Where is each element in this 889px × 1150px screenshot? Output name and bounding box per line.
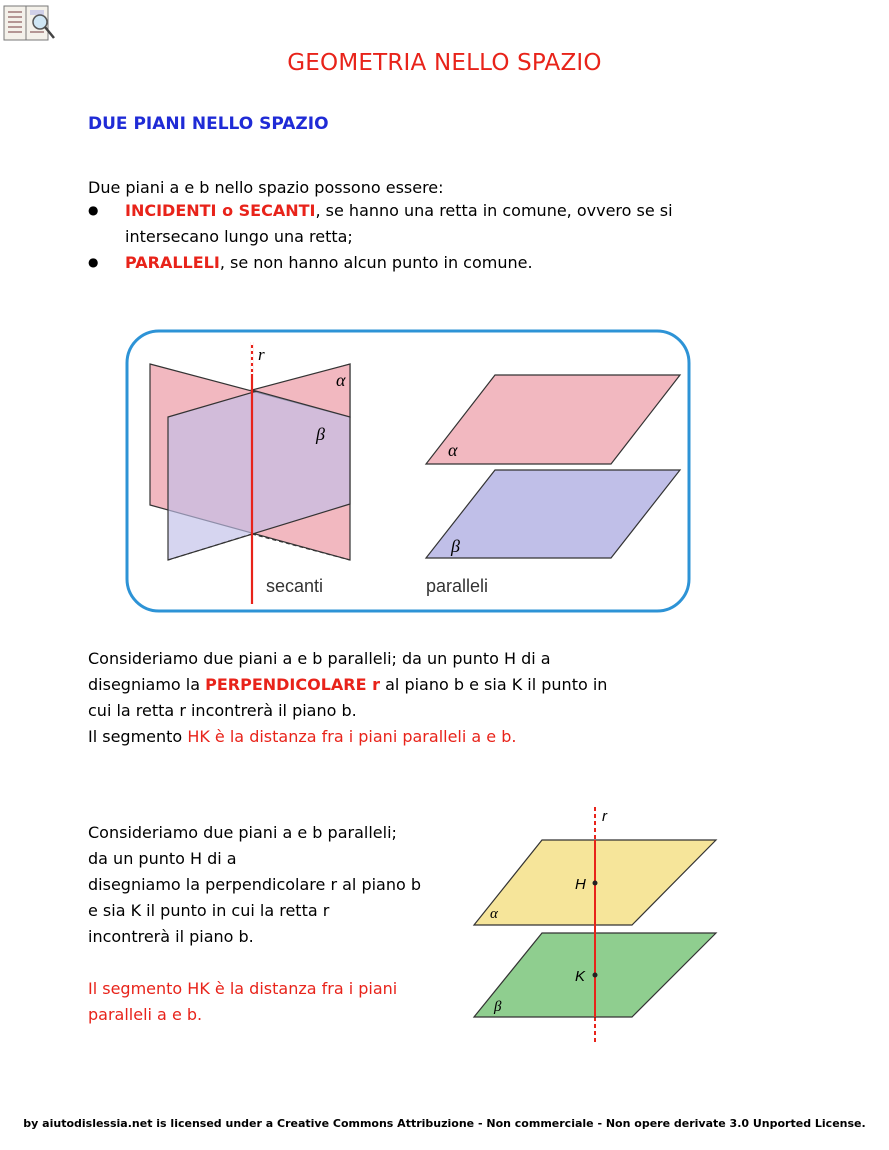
point-h xyxy=(593,881,598,886)
bullet-dot-icon: ● xyxy=(88,203,99,217)
caption-secanti: secanti xyxy=(266,576,324,596)
caption-paralleli: paralleli xyxy=(426,576,489,596)
bullet-item-secanti xyxy=(125,198,765,250)
figure-secanti-paralleli xyxy=(118,322,708,624)
label-beta-parallel: β xyxy=(451,536,460,556)
bullet-text-secanti: , se hanno una retta in comune, ovvero se si intersecano lungo una retta; xyxy=(125,201,673,246)
text-line: Consideriamo due piani a e b paralleli; da un punto H di a xyxy=(88,649,551,668)
label-alpha-parallel: α xyxy=(448,440,458,460)
label-k: K xyxy=(575,968,586,985)
figure-hk-distance xyxy=(470,805,725,1050)
text-line: da un punto H di a xyxy=(88,849,237,868)
intro-text: Due piani a e b nello spazio possono essere: xyxy=(88,178,444,197)
text-line: disegniamo la perpendicolare r al piano b xyxy=(88,875,422,894)
text-line: e sia K il punto in cui la retta r xyxy=(88,901,330,920)
text-line: Consideriamo due piani a e b paralleli; xyxy=(88,823,397,842)
text-line: Il segmento HK è la distanza fra i piani paralleli a e b. xyxy=(88,727,517,746)
distance-statement: HK è la distanza fra i piani paralleli a e b. xyxy=(187,727,517,746)
label-r: r xyxy=(258,345,265,364)
text-line: disegniamo la PERPENDICOLARE r al piano b e sia K il punto in xyxy=(88,675,608,694)
label-alpha: α xyxy=(336,370,346,390)
text-line: paralleli a e b. xyxy=(88,1005,203,1024)
book-magnifier-logo-icon xyxy=(2,2,58,44)
bullet-dot-icon: ● xyxy=(88,255,99,269)
term-perpendicolare: PERPENDICOLARE r xyxy=(205,675,381,694)
text-line: cui la retta r incontrerà il piano b. xyxy=(88,701,357,720)
page-title: GEOMETRIA NELLO SPAZIO xyxy=(287,50,602,76)
label-beta: β xyxy=(494,999,502,1015)
bullet-text-paralleli: , se non hanno alcun punto in comune. xyxy=(219,253,533,272)
label-beta: β xyxy=(316,424,325,444)
term-secanti: INCIDENTI o SECANTI xyxy=(125,201,316,220)
license-footer: by aiutodislessia.net is licensed under a Creative Commons Attribuzione - Non commerciale - Non opere derivate 3.0 Unported License. xyxy=(23,1117,866,1130)
bullet-item-paralleli xyxy=(125,250,765,276)
text-line: Il segmento HK è la distanza fra i piani xyxy=(88,979,398,998)
label-alpha: α xyxy=(490,906,498,922)
paragraph-repeat xyxy=(88,820,468,950)
paragraph-distance xyxy=(88,646,688,750)
point-k xyxy=(593,973,598,978)
section-subtitle: DUE PIANI NELLO SPAZIO xyxy=(88,114,329,134)
term-paralleli: PARALLELI xyxy=(125,253,220,272)
label-r: r xyxy=(602,808,607,825)
label-h: H xyxy=(575,876,586,893)
text-line: incontrerà il piano b. xyxy=(88,927,254,946)
conclusion xyxy=(88,976,468,1028)
